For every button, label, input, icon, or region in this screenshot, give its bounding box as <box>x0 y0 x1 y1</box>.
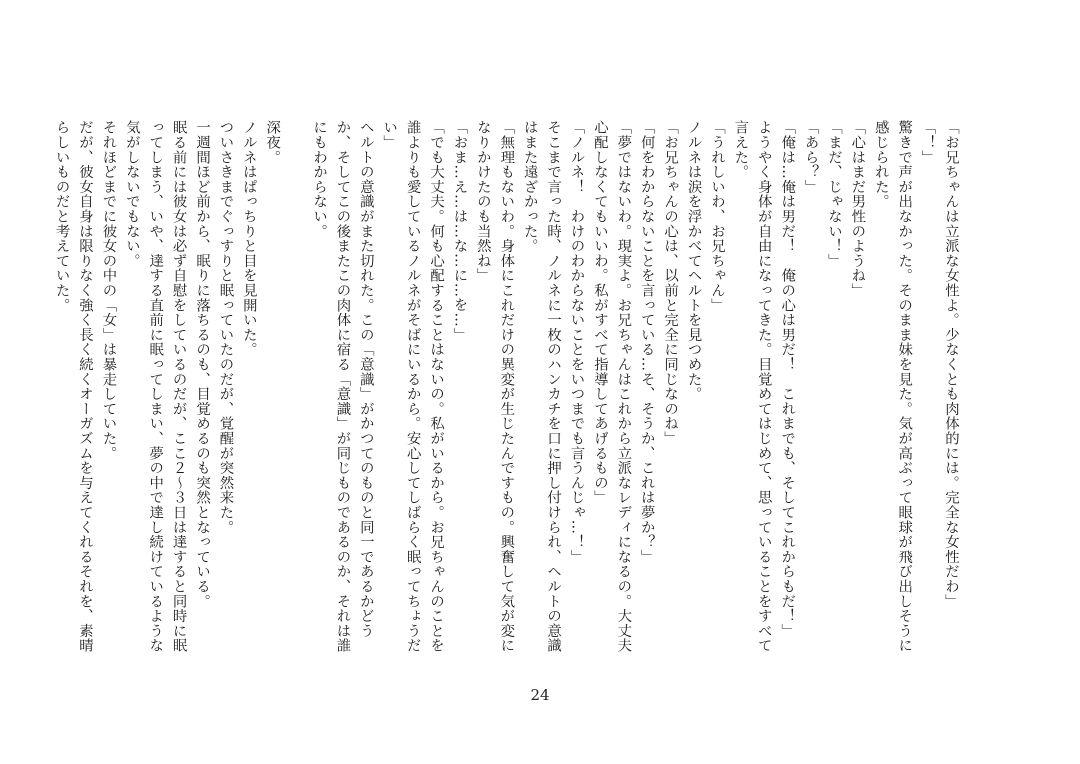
paragraph: だが、彼女自身は限りなく強く長く続くオーガズムを与えてくれるそれを、素晴らしいものだと考えていた。 <box>53 120 93 653</box>
paragraph: 「おま…え…は…な…に…を…」 <box>451 120 468 342</box>
paragraph: 「うれしいわ、お兄ちゃん」 <box>708 120 725 313</box>
paragraph: 「でも大丈夫。何も心配することはないの。私がいるから。お兄ちゃんのことを誰よりも愛しているノルネがそばにいるから。安心してしばらく眠ってちょうだい」 <box>381 120 445 653</box>
paragraph: ようやく身体が自由になってきた。目覚めてはじめて、思っていることをすべて言えた。 <box>732 120 772 653</box>
paragraph: 「夢ではないわ。現実よ。お兄ちゃんはこれから立派なレディになるの。大丈夫心配しなくてもいいわ。私がすべて指導してあげるもの」 <box>591 120 632 653</box>
paragraph: そこまで言った時、ノルネに一枚のハンカチを口に押し付けられ、ヘルトの意識はまた遠ざかった。 <box>521 120 562 653</box>
paragraph: 「ノルネ！ わけのわからないことをいつまでも言うんじゃ…！」 <box>568 120 585 564</box>
paragraph: 「まだ、じゃない！」 <box>825 120 842 268</box>
paragraph: 「心はまだ男性のようね」 <box>849 120 866 298</box>
paragraph: 「お兄ちゃんは立派な女性よ。少なくとも肉体的には。完全な女性だわ」 <box>943 120 959 609</box>
paragraph: 「何をわからないことを言っている…そ、そうか、これは夢か？」 <box>638 120 655 564</box>
paragraph: 「俺は…俺は男だ！ 俺の心は男だ！ これまでも、そしてこれからもだ！」 <box>779 120 796 638</box>
page-number: 24 <box>530 686 550 704</box>
paragraph: 「！」 <box>919 120 936 165</box>
paragraph: 眠る前には彼女は必ず自慰をしているのだが、ここ２〜３日は達すると同時に眠ってしまう、いや、達する直前に眠ってしまい、夢の中で達し続けているような気がしないでもない。 <box>123 120 187 653</box>
paragraph: 驚きで声が出なかった。そのまま妹を見た。気が高ぶって眼球が飛び出しそうに感じられた。 <box>872 120 913 653</box>
paragraph: 深夜。 <box>264 120 281 165</box>
paragraph: 「あら？」 <box>802 120 819 194</box>
scene-break <box>283 120 306 660</box>
paragraph: 「お兄ちゃんの心は、以前と完全に同じなのね」 <box>662 120 679 446</box>
paragraph: ついさきまでぐっすりと眠っていたのだが、覚醒が突然来た。 <box>217 120 234 535</box>
paragraph: ノルネは涙を浮かべてヘルトを見つめた。 <box>685 120 702 402</box>
paragraph: それほどまでに彼女の中の「女」は暴走していた。 <box>100 120 117 461</box>
paragraph: ヘルトの意識がまた切れた。この「意識」がかつてのものと同一であるかどうか、そしてこの後またこの肉体に宿る「意識」が同じものであるのか、それは誰にもわからない。 <box>311 120 374 653</box>
paragraph: 「無理もないわ。身体にこれだけの異変が生じたんですもの。興奮して気が変になりかけたのも当然ね」 <box>474 120 515 653</box>
paragraph: 一週間ほど前から、眠りに落ちるのも、目覚めるのも突然となっている。 <box>194 120 211 609</box>
paragraph: ノルネはぱっちりと目を見開いた。 <box>240 120 257 357</box>
vertical-text-body <box>53 120 962 660</box>
